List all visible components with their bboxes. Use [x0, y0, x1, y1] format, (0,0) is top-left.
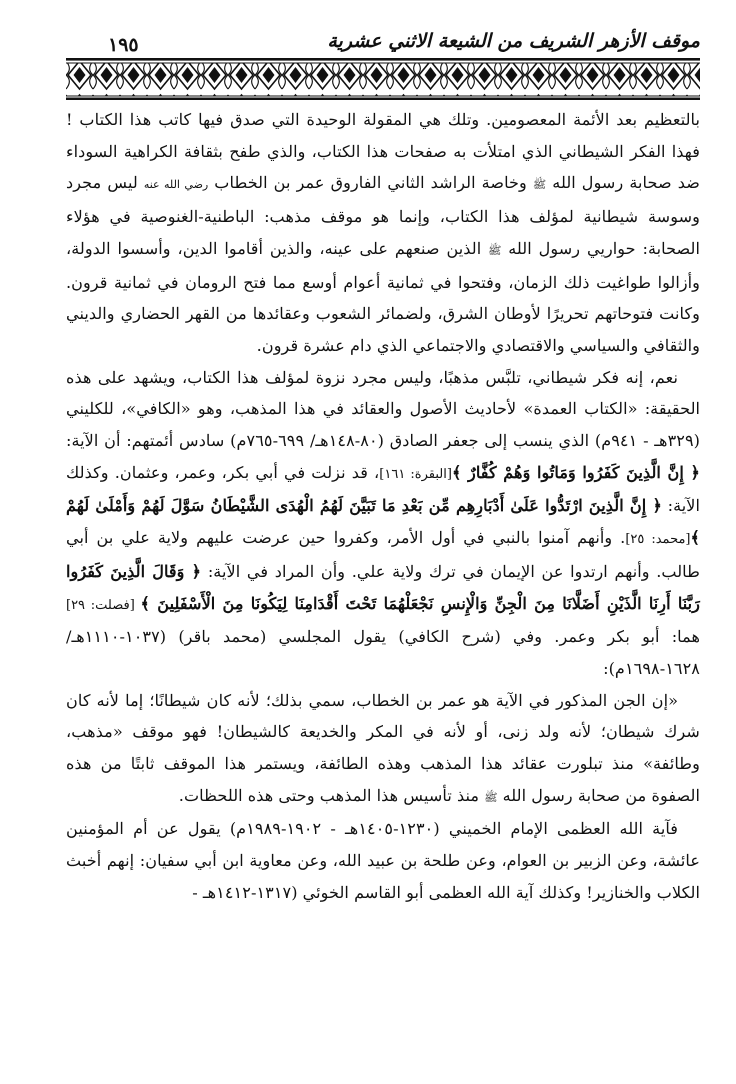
ornamental-border	[66, 58, 700, 100]
running-title: موقف الأزهر الشريف من الشيعة الاثني عشرية	[327, 30, 700, 52]
honorific-seal: ﷺ	[532, 178, 547, 192]
verse-reference: [البقرة: ١٦١]	[379, 466, 452, 482]
honorific-seal: ﷺ	[484, 790, 498, 804]
text-run: «إن الجن المذكور في الآية هو عمر بن الخطاب، سمي بذلك؛ لأنه كان شيطانًا؛ إما لأنه كان شرك شيطان؛ لأنه ولد زنى، أو لأنه في المكر والخديعة كالشيطان! فهو موقف «مذهب، وطائفة» منذ تبلورت عقائد هذا المذهب وهذه الطائفة، ويستمر هذا الموقف ثابتًا من هذه الصفوة من صحابة رسول الله	[66, 690, 700, 805]
text-run: الذين صنعهم على عينه، والذين أقاموا الدين، وأسسوا الدولة، وأزالوا طواغيت ذلك الزمان، وفتحوا في ثمانية أعوام أوسع مما فتح الرومان في ثمانية قرون. وكانت فتوحاتهم تحريرًا لأوطان الشرق، ولضمائر الشعوب وعقائدها من القهر الحضاري والديني والثقافي والسياسي والاقتصادي والاجتماعي الذي دام عشرة قرون.	[66, 238, 700, 355]
quran-verse: ﴿ إِنَّ الَّذِينَ كَفَرُوا وَمَاتُوا وَهُمْ كُفَّارٌ ﴾	[451, 462, 701, 482]
quran-verse: ﴿ إِنَّ الَّذِينَ ارْتَدُّوا عَلَىٰ أَدْبَارِهِم مِّن بَعْدِ مَا تَبَيَّنَ لَهُمُ الْهُدَى الشَّيْطَانُ سَوَّلَ لَهُمْ وَأَمْلَىٰ لَهُمْ ﴾	[66, 496, 700, 548]
page-number: ١٩٥	[108, 34, 139, 56]
honorific-seal: رضي الله عنه	[143, 178, 209, 192]
page-header	[60, 28, 700, 62]
paragraph-3	[66, 685, 700, 814]
text-run: بالتعظيم بعد الأئمة المعصومين. وتلك هي المقولة الوحيدة التي صدق فيها كاتب هذا الكتاب ! فهذا الفكر الشيطاني الذي امتلأت به صفحات هذا الكتاب، والذي طفح بثقافة الكراهية السوداء ضد صحابة رسول الله	[66, 110, 700, 193]
paragraph-4	[66, 813, 700, 908]
body-text	[66, 104, 700, 909]
text-run: هما: أبو بكر وعمر. وفي (شرح الكافي) يقول المجلسي (محمد باقر) (١٠٣٧-١١١٠هـ/ ١٦٢٨-١٦٩٨م):	[66, 627, 700, 678]
text-run: ليس مجرد وسوسة شيطانية لمؤلف هذا الكتاب، وإنما هو موقف مذهب: الباطنية-الغنوصية في هؤلاء الصحابة: حواريي رسول الله	[66, 173, 700, 258]
text-run: فآية الله العظمى الإمام الخميني (١٢٣٠-١٤٠٥هـ - ١٩٠٢-١٩٨٩م) يقول عن أم المؤمنين عائشة، وعن الزبير بن العوام، وعن طلحة بن عبيد الله، وعن معاوية ابن أبي سفيان: إنهم أخبث الكلاب والخنازير! وكذلك آية الله العظمى أبو القاسم الخوئي (١٣١٧-١٤١٢هـ -	[66, 819, 700, 902]
verse-reference: [فصلت: ٢٩]	[66, 597, 141, 613]
paragraph-2	[66, 362, 700, 685]
text-run: نعم، إنه فكر شيطاني، تلبَّس مذهبًا، وليس مجرد نزوة لمؤلف هذا الكتاب، ويشهد على هذه الحقيقة: «الكتاب العمدة» لأحاديث الأصول والعقائد في هذا المذهب، وهو «الكافي»، للكليني (٣٢٩هـ - ٩٤١م) الذي ينسب إلى جعفر الصادق (٨٠-١٤٨هـ/ ٦٩٩-٧٦٥م) سادس أئمتهم: أن الآية:	[66, 367, 700, 451]
text-run: منذ تأسيس هذا المذهب وحتى هذه اللحظات.	[178, 785, 485, 805]
paragraph-1	[66, 104, 700, 362]
text-run: . وأنهم آمنوا بالنبي في أول الأمر، وكفروا حين عرضت عليهم ولاية علي بن أبي طالب. وأنهم ارتدوا عن الإيمان في ترك ولاية علي. وأن المراد في الآية:	[66, 528, 700, 581]
verse-reference: [محمد: ٢٥]	[625, 532, 691, 548]
honorific-seal: ﷺ	[488, 243, 502, 257]
quran-verse: ﴿ وَقَالَ الَّذِينَ كَفَرُوا رَبَّنَا أَرِنَا الَّذَيْنِ أَضَلَّانَا مِنَ الْجِنِّ وَالْإِنسِ نَجْعَلْهُمَا تَحْتَ أَقْدَامِنَا لِيَكُونَا مِنَ الْأَسْفَلِينَ ﴾	[66, 561, 700, 613]
text-run: ، قد نزلت في أبي بكر، وعمر، وعثمان. وكذلك الآية:	[66, 462, 700, 516]
text-run: وخاصة الراشد الثاني الفاروق عمر بن الخطاب	[208, 173, 533, 193]
